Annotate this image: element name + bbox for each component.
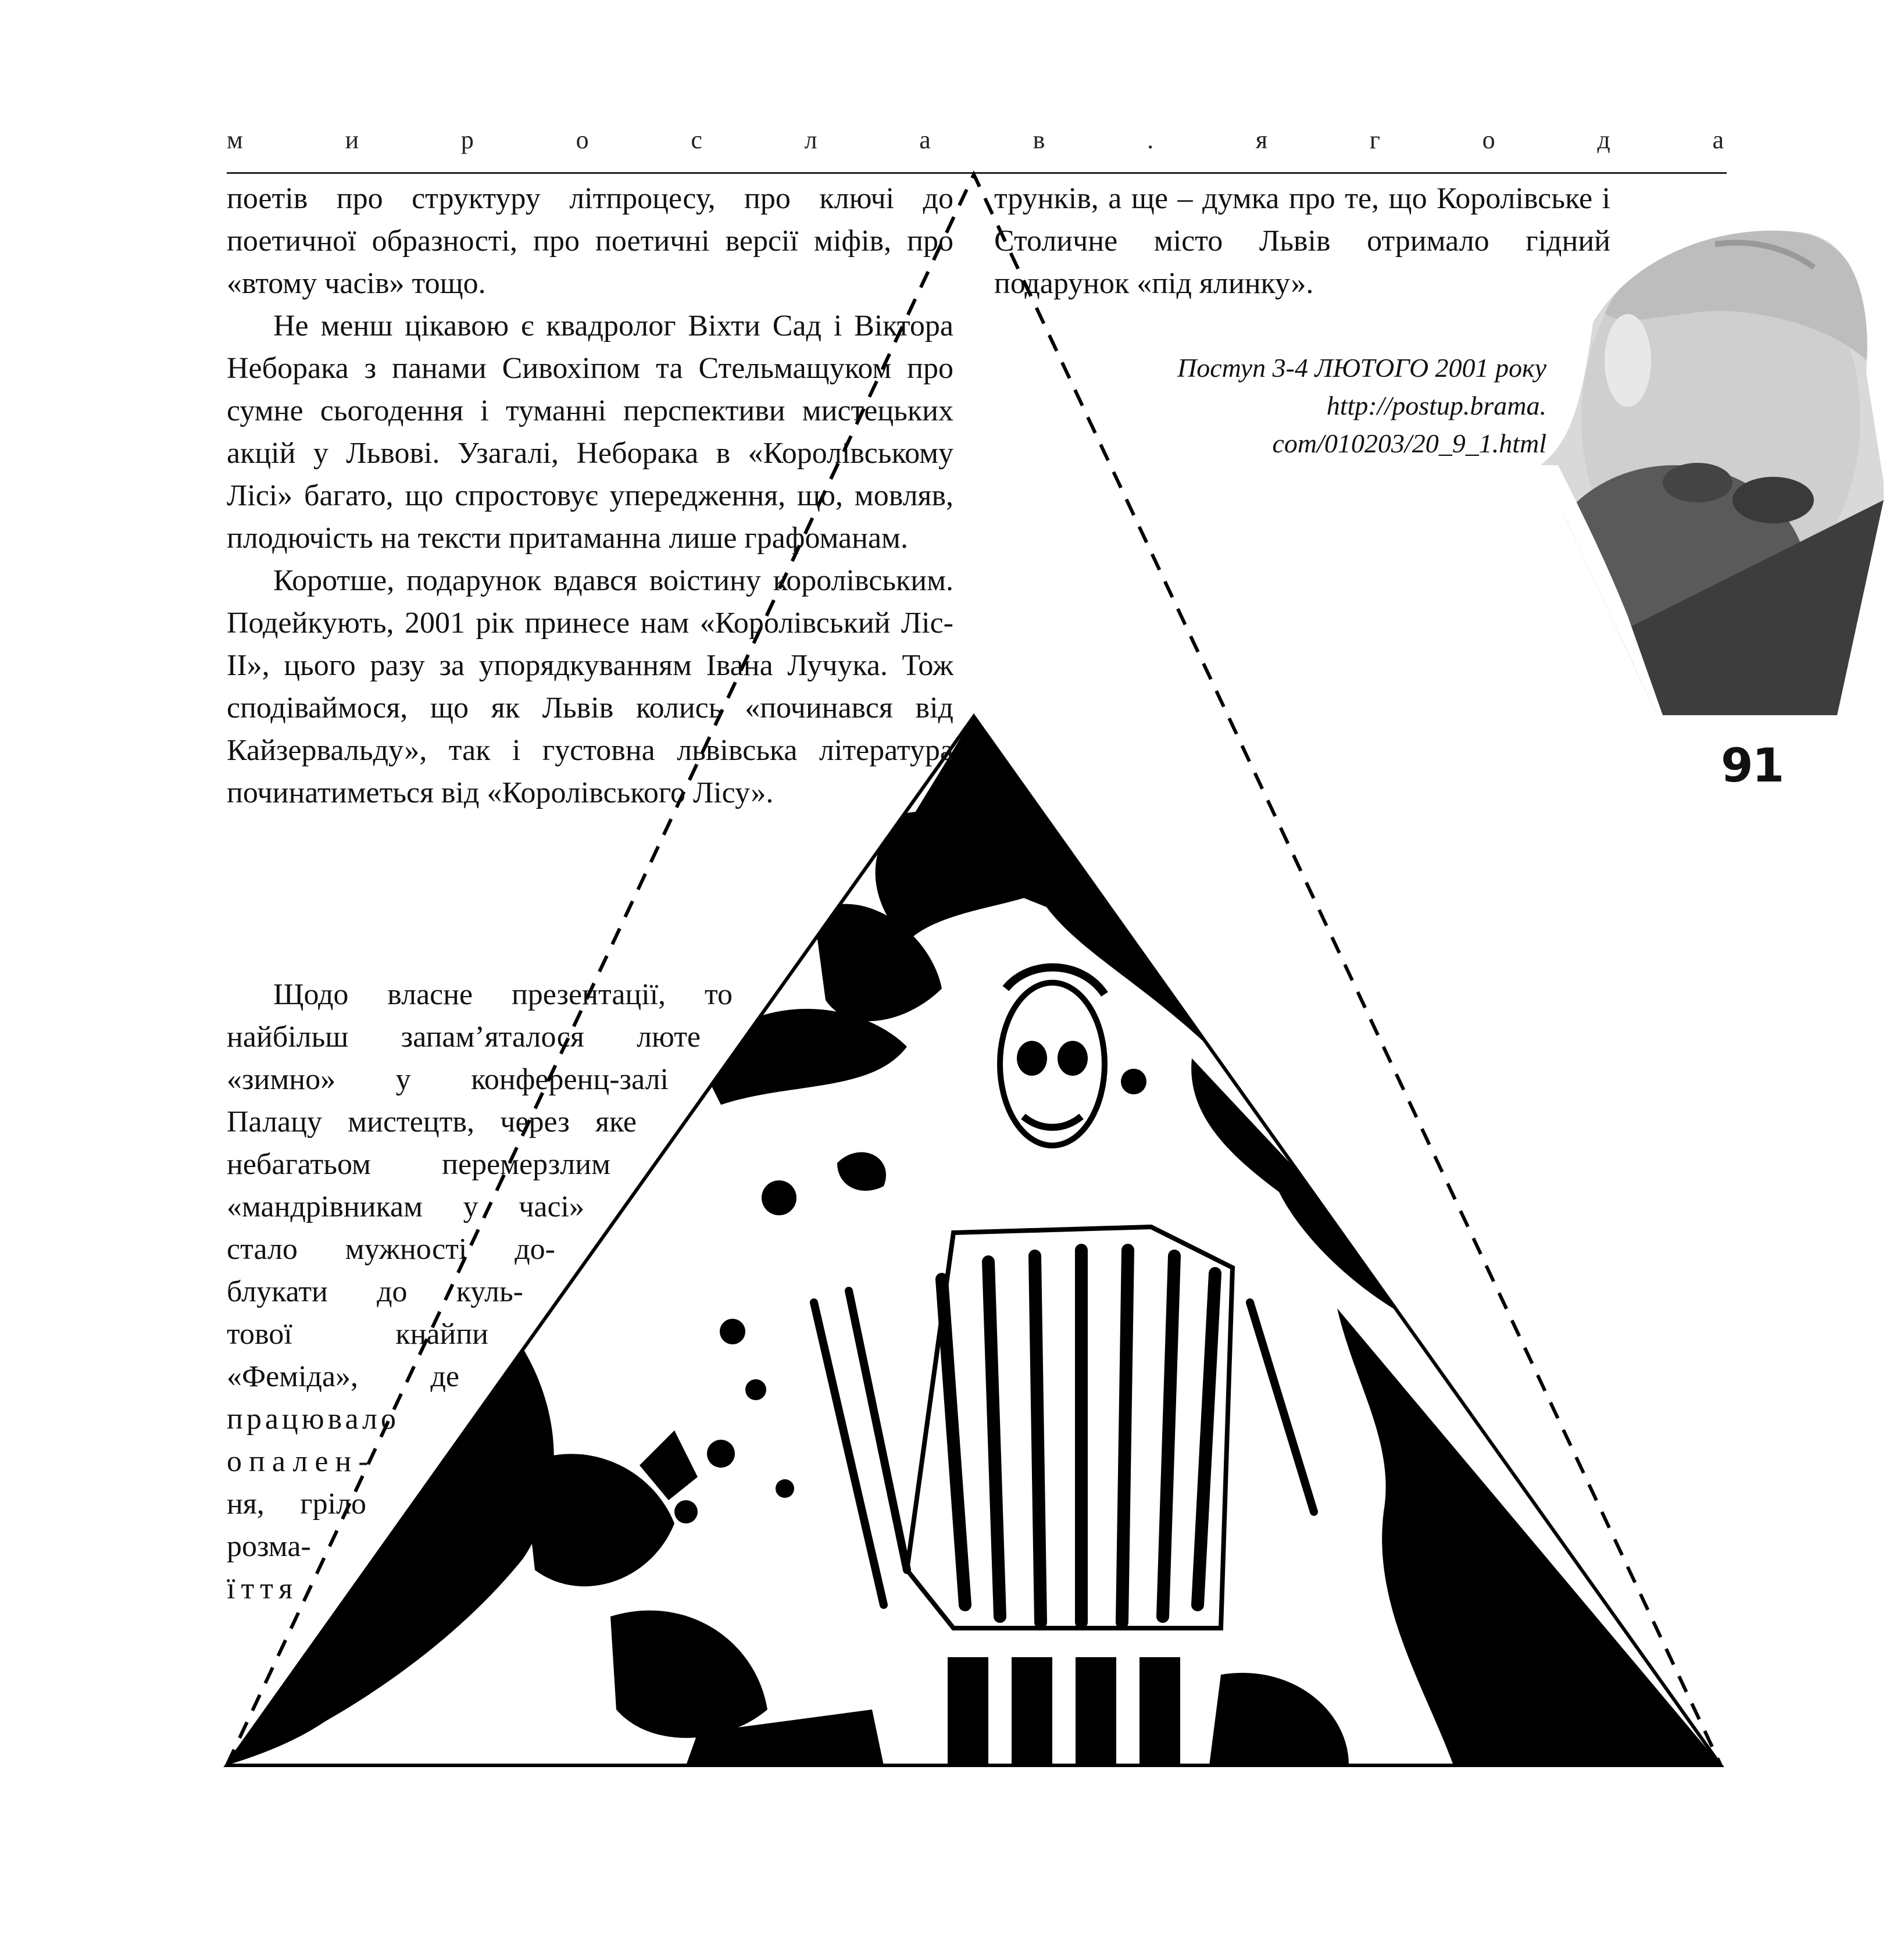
source-line: Поступ 3-4 ЛЮТОГО 2001 року xyxy=(1177,353,1546,383)
text-line: опален- xyxy=(227,1445,376,1478)
running-head-letter: о xyxy=(1482,126,1495,154)
right-text-column: трунків, а ще – думка про те, що Королівське і Столичне місто Львів отримало гідний подарунок «під ялинку». xyxy=(994,182,1610,300)
left-text-column xyxy=(227,177,953,814)
running-head-letter: а xyxy=(919,126,931,154)
text-line: «мандрівникам у часі» xyxy=(227,1190,584,1223)
text-line: Палацу мистецтв, через яке xyxy=(227,1105,637,1139)
text-line: найбільш запам’яталося люте xyxy=(227,1020,701,1054)
source-url: http://postup.brama. xyxy=(1326,391,1546,420)
running-head-letter: м xyxy=(227,126,243,154)
running-head-letter: д xyxy=(1597,126,1610,154)
paragraph: Не менш цікавою є квадролог Віхти Сад і Віктора Неборака з панами Сивохіпом та Стельмащуком про сумне сьогодення і туманні перспективи мистецьких акцій у Львові. Узагалі, Неборака в «Королівському Лісі» багато, що спростовує упередження, що, мовляв, плодючість на тексти притаманна лише графоманам. xyxy=(227,309,953,555)
text-line: «зимно» у конференц-залі xyxy=(227,1063,669,1096)
text-line: їття xyxy=(227,1572,299,1605)
running-head-letter: о xyxy=(576,126,589,154)
running-head-letter: и xyxy=(345,126,359,154)
text-line: стало мужності до- xyxy=(227,1233,555,1266)
text-line: блукати до куль- xyxy=(227,1275,523,1308)
tapering-paragraph xyxy=(227,973,733,1610)
source-url: com/010203/20_9_1.html xyxy=(1272,429,1546,458)
text-line: працювало xyxy=(227,1403,399,1436)
running-head-letter: в xyxy=(1033,126,1045,154)
text-line: розма- xyxy=(227,1530,311,1563)
running-head-letter: г xyxy=(1369,126,1380,154)
text-line: «Феміда», де xyxy=(227,1360,459,1393)
running-head-letter: я xyxy=(1255,126,1268,154)
source-citation xyxy=(1012,349,1546,462)
running-head-letter: а xyxy=(1712,126,1724,154)
paragraph: Коротше, подарунок вдався воістину королівським. Подейкують, 2001 рік принесе нам «Королівський Ліс-ІІ», цього разу за упорядкуванням Івана Лучука. Тож сподіваймося, що як Львів колись «починався від Кайзервальду», так і густовна львівська література починатиметься від «Королівського Лісу». xyxy=(227,564,953,809)
running-head-letter: р xyxy=(460,126,474,154)
text-line: Щодо власне презентації, то xyxy=(273,978,733,1011)
running-head-letter: л xyxy=(804,126,817,154)
page-number: 91 xyxy=(1721,738,1784,793)
text-line: ня, гріло xyxy=(227,1487,366,1521)
text-line: тової кнайпи xyxy=(227,1318,488,1351)
running-head-letter: с xyxy=(691,126,702,154)
running-head-letter: . xyxy=(1147,126,1154,154)
paragraph: поетів про структуру літпроцесу, про ключі до поетичної образності, про поетичні версії міфів, про «втому часів» тощо. xyxy=(227,182,953,300)
text-line: небагатьом перемерзлим xyxy=(227,1148,610,1181)
